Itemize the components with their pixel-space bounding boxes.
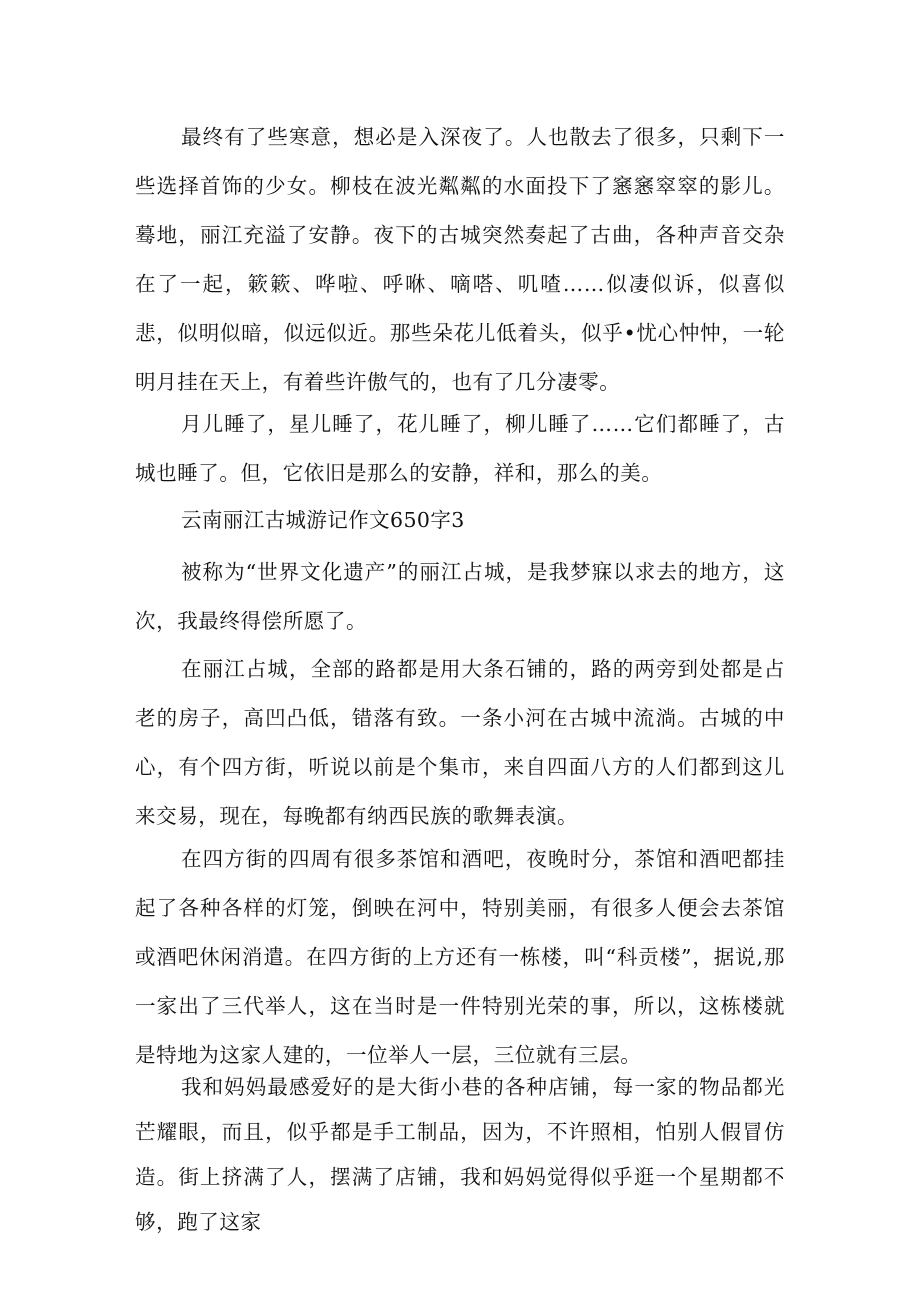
- paragraph-stone-roads: 在丽江占城，全部的路都是用大条石铺的，路的两旁到处都是占老的房子，高凹凸低，错落有致。一条小河在古城中流淌。古城的中心，有个四方街，听说以前是个集市，来自四面八方的人们都到这儿来交易，现在，每晚都有纳西民族的歌舞表演。: [135, 657, 785, 828]
- paragraph-sleeping-town: 月儿睡了，星儿睡了，花儿睡了，柳儿睡了……它们都睡了，古城也睡了。但，它依旧是那么的安静，祥和，那么的美。: [135, 412, 785, 485]
- paragraph-square-street: 在四方街的四周有很多茶馆和酒吧，夜晚时分，茶馆和酒吧都挂起了各种各样的灯笼，倒映在河中，特别美丽，有很多人便会去茶馆或酒吧休闲消遣。在四方街的上方还有一栋楼，叫“科贡楼”，据说,那一家出了三代举人，这在当时是一件特别光荣的事，所以，这栋楼就是特地为这家人建的，一位举人一层，三位就有三层。: [135, 847, 785, 1067]
- section-heading: 云南丽江古城游记作文650字3: [181, 508, 465, 532]
- paragraph-world-heritage: 被称为“世界文化遗产”的丽江占城，是我梦寐以求去的地方，这次，我最终得偿所愿了。: [135, 560, 785, 633]
- paragraph-shops: 我和妈妈最感爱好的是大街小巷的各种店铺，每一家的物品都光芒耀眼，而且，似乎都是手工制品，因为，不许照相，怕别人假冒仿造。街上挤满了人，摆满了店铺，我和妈妈觉得似乎逛一个星期都不够，跑了这家: [135, 1075, 785, 1234]
- paragraph-night-scene: 最终有了些寒意，想必是入深夜了。人也散去了很多，只剩下一些选择首饰的少女。柳枝在波光粼粼的水面投下了窸窸窣窣的影儿。蓦地，丽江充溢了安静。夜下的古城突然奏起了古曲，各种声音交杂在了一起，簌簌、哗啦、呼咻、嘀嗒、叽喳……似凄似诉，似喜似悲，似明似暗，似远似近。那些朵花儿低着头，似乎•忧心忡忡，一轮明月挂在天上，有着些许傲气的，也有了几分凄零。: [135, 125, 785, 394]
